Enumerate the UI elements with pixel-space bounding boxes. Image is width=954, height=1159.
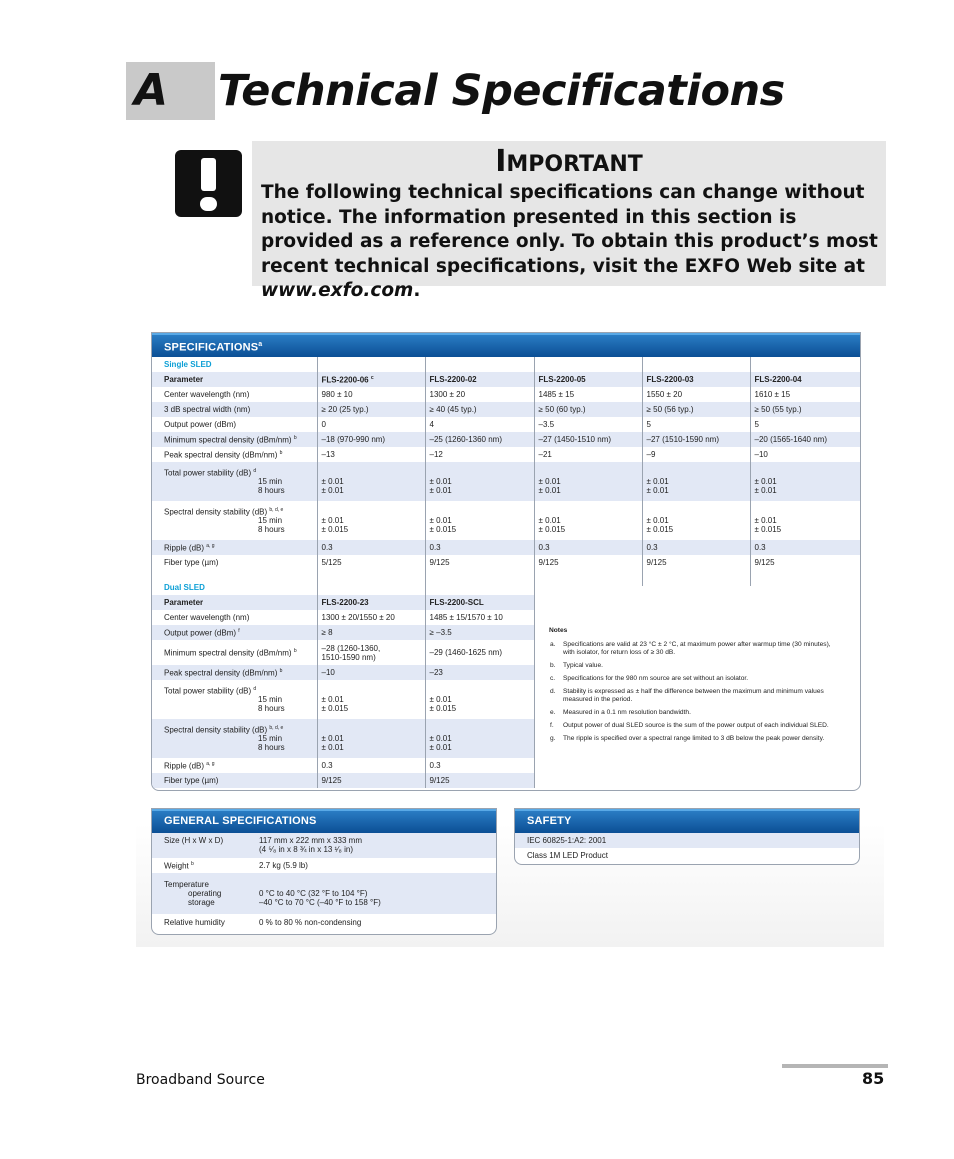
chapter-letter: A xyxy=(134,65,169,116)
table-cell: 0.3 xyxy=(317,758,425,773)
table-cell: –18 (970-990 nm) xyxy=(317,432,425,447)
row-sublabel: 15 min xyxy=(258,734,283,744)
column-header xyxy=(317,372,425,387)
table-cell: ± 0.01 ± 0.01 xyxy=(425,719,534,758)
single-sled-table xyxy=(152,357,860,586)
row-label-text: Minimum spectral density (dBm/nm) xyxy=(164,648,292,658)
table-cell: –12 xyxy=(425,447,534,462)
page-title: Technical Specifications xyxy=(218,66,785,116)
row-label xyxy=(152,719,317,758)
column-header: FLS-2200-23 xyxy=(317,595,425,610)
table-cell: ≥ 20 (25 typ.) xyxy=(317,402,425,417)
table-cell: –10 xyxy=(317,665,425,680)
table-cell: IEC 60825-1:A2: 2001 xyxy=(515,833,859,848)
table-cell: –23 xyxy=(425,665,534,680)
important-notice xyxy=(252,141,886,301)
safety-table xyxy=(515,833,859,863)
row-sublabel: 15 min xyxy=(258,695,283,705)
table-row xyxy=(152,758,534,773)
important-title xyxy=(252,143,886,184)
table-cell: –27 (1510-1590 nm) xyxy=(642,432,750,447)
table-row xyxy=(152,914,496,930)
footnote-ref: b, d, e xyxy=(269,506,284,513)
row-label-text: Peak spectral density (dBm/nm) xyxy=(164,450,278,460)
column-header: FLS-2200-03 xyxy=(642,372,750,387)
row-label xyxy=(152,640,317,665)
table-row xyxy=(152,357,860,372)
row-label: Center wavelength (nm) xyxy=(152,610,317,625)
row-label xyxy=(152,758,317,773)
table-cell: –3.5 xyxy=(534,417,642,432)
footnote-ref: d xyxy=(253,467,257,474)
specifications-header-label: SPECIFICATIONS xyxy=(164,341,259,354)
table-row xyxy=(152,773,534,788)
table-row xyxy=(152,610,534,625)
footnote-ref: a, g xyxy=(206,760,215,767)
table-cell: 5 xyxy=(642,417,750,432)
table-cell: ± 0.01 ± 0.015 xyxy=(534,501,642,540)
table-row xyxy=(152,719,534,758)
table-cell: –25 (1260-1360 nm) xyxy=(425,432,534,447)
table-cell: 9/125 xyxy=(534,555,642,570)
important-period: . xyxy=(413,280,421,301)
exclamation-icon xyxy=(175,150,242,217)
row-label-text: Total power stability (dB) xyxy=(164,468,252,478)
row-sublabel: 8 hours xyxy=(258,704,285,714)
row-sublabel: 15 min xyxy=(258,516,283,526)
row-label xyxy=(152,432,317,447)
column-header: Parameter xyxy=(152,372,317,387)
table-cell: Class 1M LED Product xyxy=(527,851,608,860)
table-cell: 0.3 xyxy=(317,540,425,555)
table-cell: ± 0.01 ± 0.01 xyxy=(750,462,860,501)
column-header: FLS-2200-04 xyxy=(750,372,860,387)
row-label: Size (H x W x D) xyxy=(152,833,255,858)
table-cell: ≥ 50 (55 typ.) xyxy=(750,402,860,417)
column-header: FLS-2200-02 xyxy=(425,372,534,387)
table-cell: 0.3 xyxy=(642,540,750,555)
row-label xyxy=(152,858,255,873)
table-row xyxy=(152,665,534,680)
table-cell: 1300 ± 20/1550 ± 20 xyxy=(317,610,425,625)
table-cell: 1300 ± 20 xyxy=(425,387,534,402)
row-label xyxy=(152,462,317,501)
table-cell: 5 xyxy=(754,420,759,429)
table-cell: 9/125 xyxy=(317,773,425,788)
table-cell: 0.3 xyxy=(425,540,534,555)
table-cell: ± 0.01 ± 0.015 xyxy=(429,695,457,713)
footnote: g. The ripple is specified over a spectral range limited to 3 dB below the peak power density. xyxy=(550,735,825,742)
table-row xyxy=(152,501,860,540)
table-row xyxy=(515,833,859,848)
safety-panel xyxy=(514,808,860,865)
table-cell: ≥ 8 xyxy=(317,625,425,640)
table-cell: ± 0.01 ± 0.015 xyxy=(317,680,425,719)
row-label-text: Minimum spectral density (dBm/nm) xyxy=(164,435,292,445)
dual-sled-label: Dual SLED xyxy=(152,580,317,595)
row-label xyxy=(152,540,317,555)
row-sublabel: 15 min xyxy=(258,477,283,487)
safety-header: SAFETY xyxy=(515,809,859,833)
footnote-ref: a, g xyxy=(206,542,215,549)
table-cell: 0 xyxy=(317,417,425,432)
table-row xyxy=(152,417,860,432)
column-header-label: FLS-2200-06 xyxy=(321,375,369,385)
table-cell: –27 (1450-1510 nm) xyxy=(534,432,642,447)
footnote-ref: b xyxy=(191,860,194,867)
table-row xyxy=(152,640,534,665)
row-label-text: Peak spectral density (dBm/nm) xyxy=(164,668,278,678)
table-cell: ± 0.01 ± 0.015 xyxy=(754,516,782,534)
row-label xyxy=(152,680,317,719)
table-cell: 5/125 xyxy=(317,555,425,570)
table-cell: 1485 ± 15/1570 ± 10 xyxy=(429,613,503,622)
footnote: e. Measured in a 0.1 nm resolution bandwidth. xyxy=(550,709,691,716)
specifications-header-note: a xyxy=(258,341,263,348)
table-cell: ± 0.01 ± 0.01 xyxy=(317,719,425,758)
table-cell: ≥ 50 (56 typ.) xyxy=(642,402,750,417)
table-row xyxy=(152,540,860,555)
table-row xyxy=(152,387,860,402)
row-label: Relative humidity xyxy=(164,917,225,927)
row-label xyxy=(152,625,317,640)
table-cell: ± 0.01 ± 0.01 xyxy=(642,462,750,501)
footnote: b. Typical value. xyxy=(550,662,603,669)
table-cell: 9/125 xyxy=(754,558,775,567)
column-header: Parameter xyxy=(152,595,317,610)
table-cell: ± 0.01 ± 0.01 xyxy=(317,462,425,501)
row-sublabel: storage xyxy=(188,898,215,907)
table-cell: 0.3 xyxy=(429,761,441,770)
exfo-website-link[interactable]: www.exfo.com xyxy=(261,280,414,301)
table-cell: 0.3 xyxy=(750,540,860,555)
table-cell: 980 ± 10 xyxy=(317,387,425,402)
row-sublabel: 8 hours xyxy=(258,525,285,535)
footnote-ref: b xyxy=(293,647,297,654)
table-row xyxy=(515,848,859,863)
general-specifications-table xyxy=(152,833,496,930)
table-cell: ± 0.01 ± 0.01 xyxy=(534,462,642,501)
row-label-text: Ripple (dB) xyxy=(164,761,205,771)
table-cell: ≥ 40 (45 typ.) xyxy=(425,402,534,417)
row-sublabel: 8 hours xyxy=(258,743,285,753)
table-cell: 9/125 xyxy=(425,773,534,788)
column-header: FLS-2200-SCL xyxy=(425,595,534,610)
table-cell: 9/125 xyxy=(642,555,750,570)
table-cell: 0 °C to 40 °C (32 °F to 104 °F) –40 °C to 70 °C (–40 °F to 158 °F) xyxy=(255,873,496,914)
footnote-ref: b xyxy=(293,434,297,441)
footnote: d. Stability is expressed as ± half the difference between the maximum and minimum values measured in the period. xyxy=(550,688,824,703)
row-label xyxy=(152,447,317,462)
table-cell: 1485 ± 15 xyxy=(534,387,642,402)
footnote: a. Specifications are valid at 23 °C ± 2 °C, at maximum power after warmup time (30 minutes), with isolator, for return loss of ≥ 30 dB. xyxy=(550,641,831,656)
table-cell: 1610 ± 15 xyxy=(754,390,791,399)
table-row xyxy=(152,625,534,640)
row-label-text: Spectral density stability (dB) xyxy=(164,507,268,517)
footnote-ref: b xyxy=(279,667,283,674)
table-row xyxy=(152,858,496,873)
row-label: Center wavelength (nm) xyxy=(152,387,317,402)
row-label xyxy=(152,873,255,914)
row-label-text: Weight xyxy=(164,861,189,871)
table-cell: 2.7 kg (5.9 lb) xyxy=(259,861,308,870)
table-cell: ± 0.01 ± 0.01 xyxy=(425,462,534,501)
table-cell: –28 (1260-1360, 1510-1590 nm) xyxy=(317,640,425,665)
dual-sled-table xyxy=(152,580,535,788)
table-cell: ± 0.01 ± 0.015 xyxy=(425,501,534,540)
footer-rule xyxy=(782,1064,888,1068)
table-row xyxy=(152,555,860,570)
table-cell: ± 0.01 ± 0.015 xyxy=(317,501,425,540)
footnote-ref: b, d, e xyxy=(269,724,284,731)
row-label: 3 dB spectral width (nm) xyxy=(152,402,317,417)
table-cell: –20 (1565-1640 nm) xyxy=(750,432,860,447)
table-row xyxy=(152,580,534,595)
table-cell: 1550 ± 20 xyxy=(642,387,750,402)
table-row xyxy=(152,833,496,858)
table-cell: –9 xyxy=(642,447,750,462)
row-label: Output power (dBm) xyxy=(152,417,317,432)
footnote-ref: d xyxy=(253,685,257,692)
table-row xyxy=(152,372,860,387)
table-row xyxy=(152,462,860,501)
row-label-text: Temperature xyxy=(164,880,209,889)
footer-product-name: Broadband Source xyxy=(136,1072,265,1088)
table-cell: ± 0.01 ± 0.015 xyxy=(642,501,750,540)
table-cell: 9/125 xyxy=(425,555,534,570)
table-cell: ≥ –3.5 xyxy=(425,625,534,640)
row-label: Fiber type (µm) xyxy=(152,555,317,570)
footnote-ref: c xyxy=(370,374,374,381)
footnote: f. Output power of dual SLED source is the sum of the power output of each individual SLED. xyxy=(550,722,829,729)
row-label xyxy=(152,665,317,680)
important-body: The following technical specifications can change without notice. The information presented in this section is provided as a reference only. To obtain this product’s most recent technical specifications, visit the EXFO Web site at xyxy=(261,182,878,277)
table-cell: –10 xyxy=(754,450,768,459)
single-sled-label: Single SLED xyxy=(152,357,317,372)
specifications-header xyxy=(152,333,860,357)
table-row xyxy=(152,432,860,447)
table-cell: 117 mm x 222 mm x 333 mm (4 ⁵⁄₈ in x 8 ¾ in x 13 ¹⁄₈ in) xyxy=(255,833,496,858)
footnotes xyxy=(549,627,834,748)
row-sublabel: 8 hours xyxy=(258,486,285,496)
table-row xyxy=(152,873,496,914)
table-row xyxy=(152,402,860,417)
table-row xyxy=(152,595,534,610)
page-number: 85 xyxy=(862,1069,885,1088)
general-specifications-panel xyxy=(151,808,497,935)
table-row xyxy=(152,680,534,719)
column-header: FLS-2200-05 xyxy=(534,372,642,387)
important-title-initial: I xyxy=(495,144,507,179)
table-cell: 4 xyxy=(425,417,534,432)
row-label-text: Output power (dBm) xyxy=(164,628,237,638)
row-label-text: Spectral density stability (dB) xyxy=(164,725,268,735)
important-title-rest: MPORTANT xyxy=(506,152,643,177)
row-sublabel: operating xyxy=(188,889,222,898)
notes-title: Notes xyxy=(549,627,568,634)
general-specifications-header: GENERAL SPECIFICATIONS xyxy=(152,809,496,833)
table-cell: –29 (1460-1625 nm) xyxy=(429,648,502,657)
table-cell: 0 % to 80 % non-condensing xyxy=(259,917,362,927)
table-cell: –21 xyxy=(534,447,642,462)
footnote: c. Specifications for the 980 nm source are set without an isolator. xyxy=(550,675,749,682)
important-text xyxy=(261,181,883,304)
footnote-ref: b xyxy=(279,449,283,456)
footnote-ref: f xyxy=(238,627,240,634)
row-label-text: Ripple (dB) xyxy=(164,543,205,553)
row-label-text: Total power stability (dB) xyxy=(164,686,252,696)
table-cell: ≥ 50 (60 typ.) xyxy=(534,402,642,417)
table-row xyxy=(152,447,860,462)
row-label: Fiber type (µm) xyxy=(152,773,317,788)
table-cell: 0.3 xyxy=(534,540,642,555)
row-label xyxy=(152,501,317,540)
table-cell: –13 xyxy=(317,447,425,462)
